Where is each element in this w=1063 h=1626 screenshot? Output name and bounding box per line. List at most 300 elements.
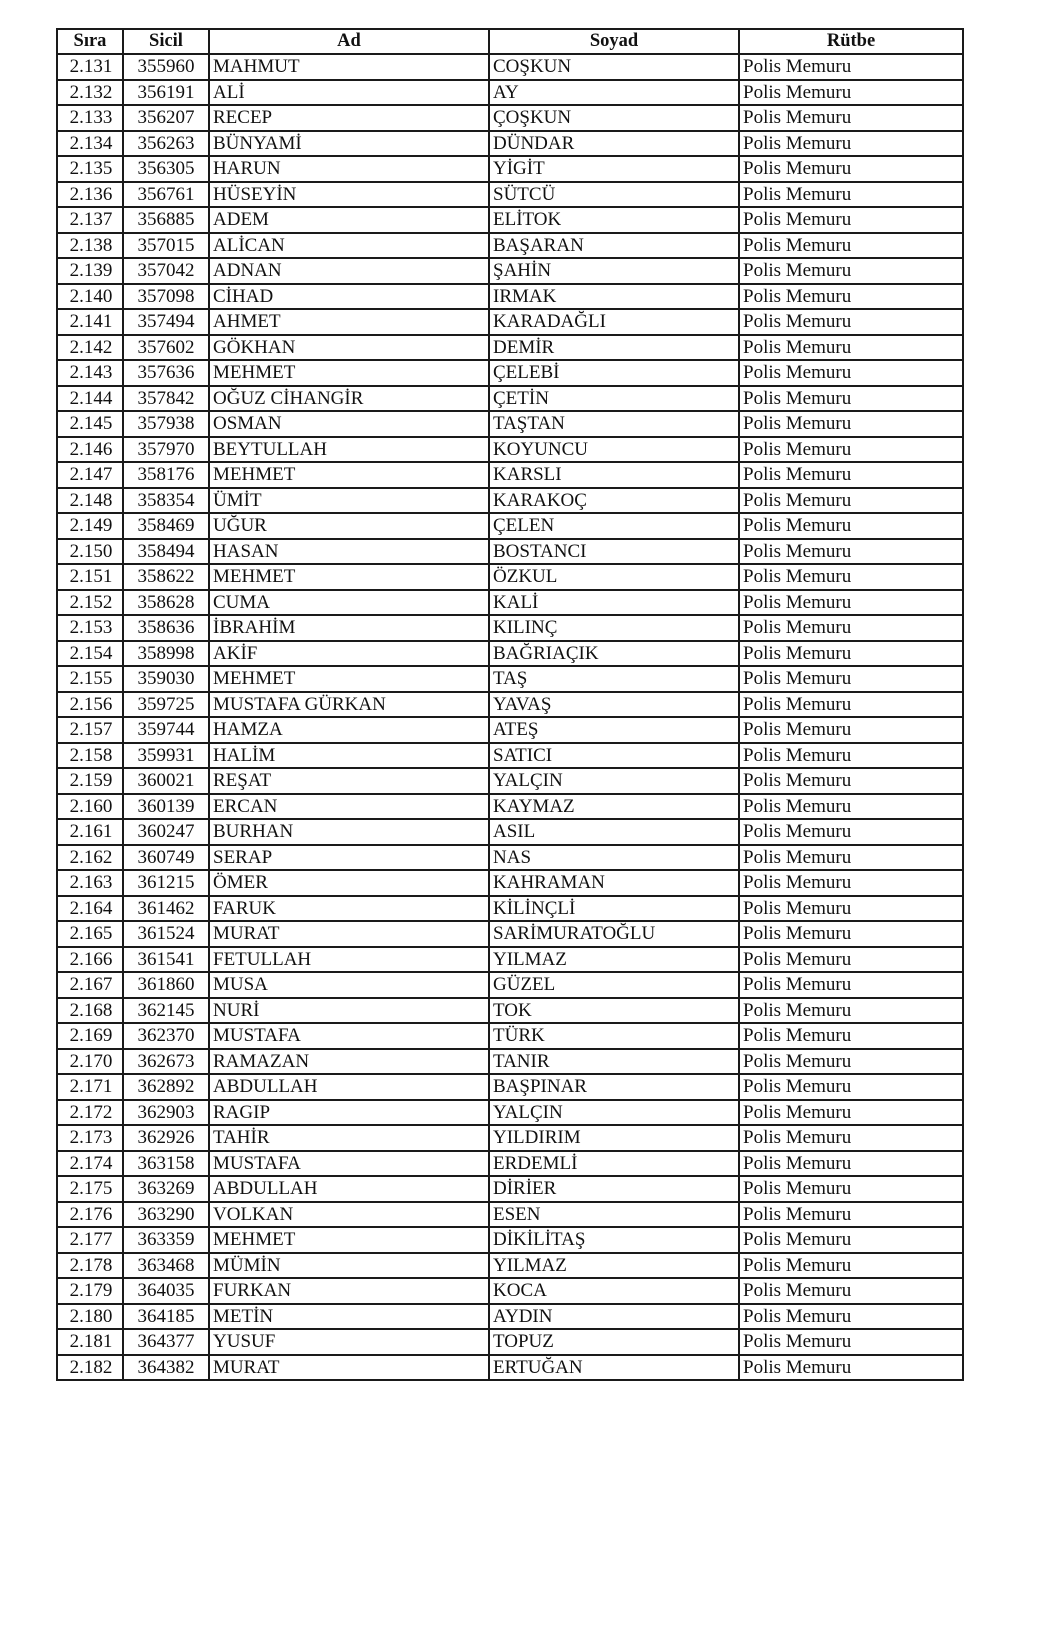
cell-sicil: 355960: [123, 54, 209, 80]
cell-sicil: 359931: [123, 743, 209, 769]
table-row: [57, 1100, 963, 1126]
table-row: [57, 1151, 963, 1177]
cell-sicil: 364035: [123, 1278, 209, 1304]
cell-soyad: TAŞ: [489, 666, 739, 692]
cell-sira: 2.131: [57, 54, 123, 80]
table-row: [57, 870, 963, 896]
cell-sicil: 363269: [123, 1176, 209, 1202]
cell-sicil: 360021: [123, 768, 209, 794]
cell-soyad: TOK: [489, 998, 739, 1024]
table-row: [57, 1253, 963, 1279]
cell-soyad: ÖZKUL: [489, 564, 739, 590]
personnel-table: [56, 28, 964, 1381]
cell-sicil: 364185: [123, 1304, 209, 1330]
cell-rutbe: Polis Memuru: [739, 386, 963, 412]
cell-ad: FURKAN: [209, 1278, 489, 1304]
cell-sira: 2.161: [57, 819, 123, 845]
cell-sira: 2.178: [57, 1253, 123, 1279]
cell-soyad: KOCA: [489, 1278, 739, 1304]
table-row: [57, 921, 963, 947]
cell-ad: BURHAN: [209, 819, 489, 845]
cell-sicil: 359725: [123, 692, 209, 718]
table-row: [57, 1176, 963, 1202]
cell-sira: 2.146: [57, 437, 123, 463]
cell-ad: ÜMİT: [209, 488, 489, 514]
cell-ad: UĞUR: [209, 513, 489, 539]
cell-sira: 2.145: [57, 411, 123, 437]
cell-sicil: 359030: [123, 666, 209, 692]
cell-ad: MEHMET: [209, 1227, 489, 1253]
cell-soyad: ÇETİN: [489, 386, 739, 412]
cell-sira: 2.139: [57, 258, 123, 284]
cell-sira: 2.137: [57, 207, 123, 233]
header-sicil: Sicil: [123, 29, 209, 54]
cell-sira: 2.170: [57, 1049, 123, 1075]
cell-ad: MEHMET: [209, 462, 489, 488]
cell-sira: 2.153: [57, 615, 123, 641]
cell-sira: 2.160: [57, 794, 123, 820]
cell-sicil: 356305: [123, 156, 209, 182]
cell-soyad: KALİ: [489, 590, 739, 616]
cell-rutbe: Polis Memuru: [739, 105, 963, 131]
table-row: [57, 998, 963, 1024]
cell-rutbe: Polis Memuru: [739, 870, 963, 896]
cell-sicil: 356207: [123, 105, 209, 131]
cell-rutbe: Polis Memuru: [739, 564, 963, 590]
document-page: [56, 28, 962, 1381]
cell-soyad: ERDEMLİ: [489, 1151, 739, 1177]
cell-soyad: ÇOŞKUN: [489, 105, 739, 131]
cell-soyad: SARİMURATOĞLU: [489, 921, 739, 947]
cell-ad: REŞAT: [209, 768, 489, 794]
cell-sira: 2.158: [57, 743, 123, 769]
table-row: [57, 1278, 963, 1304]
cell-sicil: 357602: [123, 335, 209, 361]
cell-soyad: DİKİLİTAŞ: [489, 1227, 739, 1253]
cell-sicil: 357042: [123, 258, 209, 284]
cell-sira: 2.171: [57, 1074, 123, 1100]
table-row: [57, 360, 963, 386]
table-row: [57, 1023, 963, 1049]
cell-rutbe: Polis Memuru: [739, 54, 963, 80]
cell-sira: 2.180: [57, 1304, 123, 1330]
cell-soyad: DÜNDAR: [489, 131, 739, 157]
cell-sira: 2.149: [57, 513, 123, 539]
cell-ad: AKİF: [209, 641, 489, 667]
cell-soyad: ÇELEN: [489, 513, 739, 539]
cell-ad: BEYTULLAH: [209, 437, 489, 463]
cell-ad: MUSA: [209, 972, 489, 998]
cell-soyad: TOPUZ: [489, 1329, 739, 1355]
table-row: [57, 564, 963, 590]
table-row: [57, 819, 963, 845]
cell-ad: ADEM: [209, 207, 489, 233]
cell-soyad: ÇELEBİ: [489, 360, 739, 386]
cell-sira: 2.173: [57, 1125, 123, 1151]
cell-sicil: 361541: [123, 947, 209, 973]
cell-rutbe: Polis Memuru: [739, 539, 963, 565]
cell-ad: CİHAD: [209, 284, 489, 310]
table-row: [57, 513, 963, 539]
cell-rutbe: Polis Memuru: [739, 513, 963, 539]
table-row: [57, 488, 963, 514]
cell-ad: MEHMET: [209, 564, 489, 590]
cell-sicil: 357842: [123, 386, 209, 412]
table-row: [57, 1355, 963, 1381]
cell-rutbe: Polis Memuru: [739, 131, 963, 157]
cell-sicil: 362903: [123, 1100, 209, 1126]
table-row: [57, 54, 963, 80]
cell-rutbe: Polis Memuru: [739, 488, 963, 514]
cell-sira: 2.150: [57, 539, 123, 565]
cell-rutbe: Polis Memuru: [739, 335, 963, 361]
cell-rutbe: Polis Memuru: [739, 156, 963, 182]
cell-soyad: ERTUĞAN: [489, 1355, 739, 1381]
cell-soyad: YALÇIN: [489, 768, 739, 794]
cell-sira: 2.172: [57, 1100, 123, 1126]
cell-soyad: KILINÇ: [489, 615, 739, 641]
cell-ad: AHMET: [209, 309, 489, 335]
cell-rutbe: Polis Memuru: [739, 641, 963, 667]
table-row: [57, 743, 963, 769]
cell-ad: RECEP: [209, 105, 489, 131]
cell-ad: HAMZA: [209, 717, 489, 743]
cell-ad: HÜSEYİN: [209, 182, 489, 208]
cell-rutbe: Polis Memuru: [739, 1202, 963, 1228]
table-row: [57, 692, 963, 718]
cell-ad: NURİ: [209, 998, 489, 1024]
cell-rutbe: Polis Memuru: [739, 921, 963, 947]
cell-sicil: 358636: [123, 615, 209, 641]
cell-sira: 2.169: [57, 1023, 123, 1049]
table-row: [57, 386, 963, 412]
cell-rutbe: Polis Memuru: [739, 845, 963, 871]
cell-rutbe: Polis Memuru: [739, 819, 963, 845]
cell-ad: YUSUF: [209, 1329, 489, 1355]
cell-sicil: 357098: [123, 284, 209, 310]
header-soyad: Soyad: [489, 29, 739, 54]
cell-rutbe: Polis Memuru: [739, 692, 963, 718]
table-row: [57, 233, 963, 259]
cell-soyad: ESEN: [489, 1202, 739, 1228]
cell-rutbe: Polis Memuru: [739, 896, 963, 922]
cell-sicil: 356761: [123, 182, 209, 208]
cell-soyad: KİLİNÇLİ: [489, 896, 739, 922]
cell-ad: MUSTAFA: [209, 1023, 489, 1049]
cell-soyad: BAŞARAN: [489, 233, 739, 259]
cell-rutbe: Polis Memuru: [739, 1125, 963, 1151]
cell-sira: 2.164: [57, 896, 123, 922]
cell-sicil: 358628: [123, 590, 209, 616]
cell-sicil: 358176: [123, 462, 209, 488]
cell-sicil: 360749: [123, 845, 209, 871]
cell-sicil: 358622: [123, 564, 209, 590]
table-row: [57, 641, 963, 667]
header-ad: Ad: [209, 29, 489, 54]
cell-rutbe: Polis Memuru: [739, 1151, 963, 1177]
cell-ad: MEHMET: [209, 666, 489, 692]
cell-sira: 2.147: [57, 462, 123, 488]
cell-sira: 2.159: [57, 768, 123, 794]
table-row: [57, 1304, 963, 1330]
cell-soyad: NAS: [489, 845, 739, 871]
cell-sicil: 364382: [123, 1355, 209, 1381]
cell-ad: ABDULLAH: [209, 1176, 489, 1202]
cell-ad: ALİ: [209, 80, 489, 106]
cell-sira: 2.166: [57, 947, 123, 973]
cell-soyad: KARAKOÇ: [489, 488, 739, 514]
cell-sicil: 356191: [123, 80, 209, 106]
cell-sicil: 357970: [123, 437, 209, 463]
cell-sicil: 361462: [123, 896, 209, 922]
cell-soyad: ATEŞ: [489, 717, 739, 743]
cell-sicil: 362892: [123, 1074, 209, 1100]
table-row: [57, 1125, 963, 1151]
cell-ad: OĞUZ CİHANGİR: [209, 386, 489, 412]
cell-sira: 2.140: [57, 284, 123, 310]
cell-soyad: AYDIN: [489, 1304, 739, 1330]
cell-sicil: 358494: [123, 539, 209, 565]
cell-rutbe: Polis Memuru: [739, 233, 963, 259]
cell-ad: MEHMET: [209, 360, 489, 386]
table-row: [57, 794, 963, 820]
cell-sira: 2.141: [57, 309, 123, 335]
cell-sira: 2.162: [57, 845, 123, 871]
cell-soyad: ELİTOK: [489, 207, 739, 233]
cell-sicil: 362145: [123, 998, 209, 1024]
cell-soyad: YILMAZ: [489, 947, 739, 973]
cell-ad: MURAT: [209, 921, 489, 947]
table-row: [57, 1329, 963, 1355]
cell-sira: 2.135: [57, 156, 123, 182]
table-row: [57, 437, 963, 463]
cell-sira: 2.134: [57, 131, 123, 157]
cell-ad: CUMA: [209, 590, 489, 616]
cell-sicil: 358354: [123, 488, 209, 514]
cell-ad: HALİM: [209, 743, 489, 769]
cell-soyad: ŞAHİN: [489, 258, 739, 284]
cell-ad: ABDULLAH: [209, 1074, 489, 1100]
cell-sicil: 362673: [123, 1049, 209, 1075]
cell-ad: SERAP: [209, 845, 489, 871]
cell-ad: HASAN: [209, 539, 489, 565]
table-row: [57, 131, 963, 157]
cell-rutbe: Polis Memuru: [739, 972, 963, 998]
cell-sira: 2.157: [57, 717, 123, 743]
cell-sira: 2.144: [57, 386, 123, 412]
cell-sicil: 356885: [123, 207, 209, 233]
cell-rutbe: Polis Memuru: [739, 743, 963, 769]
cell-rutbe: Polis Memuru: [739, 258, 963, 284]
cell-rutbe: Polis Memuru: [739, 80, 963, 106]
cell-soyad: TANIR: [489, 1049, 739, 1075]
cell-rutbe: Polis Memuru: [739, 998, 963, 1024]
cell-sira: 2.179: [57, 1278, 123, 1304]
cell-sira: 2.174: [57, 1151, 123, 1177]
table-row: [57, 896, 963, 922]
cell-sira: 2.143: [57, 360, 123, 386]
cell-soyad: YİGİT: [489, 156, 739, 182]
cell-rutbe: Polis Memuru: [739, 1227, 963, 1253]
cell-sira: 2.133: [57, 105, 123, 131]
cell-sicil: 364377: [123, 1329, 209, 1355]
cell-sira: 2.152: [57, 590, 123, 616]
cell-ad: ERCAN: [209, 794, 489, 820]
cell-rutbe: Polis Memuru: [739, 1023, 963, 1049]
table-row: [57, 1202, 963, 1228]
table-row: [57, 335, 963, 361]
table-row: [57, 207, 963, 233]
cell-rutbe: Polis Memuru: [739, 462, 963, 488]
table-row: [57, 80, 963, 106]
table-body: [57, 54, 963, 1380]
table-row: [57, 539, 963, 565]
cell-sicil: 357494: [123, 309, 209, 335]
cell-ad: ÖMER: [209, 870, 489, 896]
table-row: [57, 105, 963, 131]
cell-rutbe: Polis Memuru: [739, 437, 963, 463]
cell-ad: ADNAN: [209, 258, 489, 284]
table-row: [57, 972, 963, 998]
cell-sicil: 356263: [123, 131, 209, 157]
table-row: [57, 284, 963, 310]
cell-rutbe: Polis Memuru: [739, 207, 963, 233]
cell-ad: OSMAN: [209, 411, 489, 437]
cell-soyad: SÜTCÜ: [489, 182, 739, 208]
cell-sicil: 362370: [123, 1023, 209, 1049]
cell-ad: BÜNYAMİ: [209, 131, 489, 157]
cell-ad: FARUK: [209, 896, 489, 922]
cell-sira: 2.168: [57, 998, 123, 1024]
cell-sicil: 363359: [123, 1227, 209, 1253]
cell-soyad: TAŞTAN: [489, 411, 739, 437]
cell-rutbe: Polis Memuru: [739, 309, 963, 335]
cell-soyad: GÜZEL: [489, 972, 739, 998]
cell-rutbe: Polis Memuru: [739, 1176, 963, 1202]
cell-ad: HARUN: [209, 156, 489, 182]
cell-soyad: COŞKUN: [489, 54, 739, 80]
cell-sicil: 357938: [123, 411, 209, 437]
table-row: [57, 258, 963, 284]
cell-sicil: 358469: [123, 513, 209, 539]
table-row: [57, 462, 963, 488]
table-row: [57, 1049, 963, 1075]
cell-sicil: 360247: [123, 819, 209, 845]
cell-sira: 2.176: [57, 1202, 123, 1228]
cell-rutbe: Polis Memuru: [739, 768, 963, 794]
cell-sicil: 362926: [123, 1125, 209, 1151]
cell-ad: MURAT: [209, 1355, 489, 1381]
cell-sicil: 359744: [123, 717, 209, 743]
cell-ad: MUSTAFA: [209, 1151, 489, 1177]
cell-soyad: KAHRAMAN: [489, 870, 739, 896]
cell-ad: MAHMUT: [209, 54, 489, 80]
table-row: [57, 309, 963, 335]
table-row: [57, 615, 963, 641]
cell-sira: 2.181: [57, 1329, 123, 1355]
cell-soyad: SATICI: [489, 743, 739, 769]
cell-soyad: KOYUNCU: [489, 437, 739, 463]
cell-rutbe: Polis Memuru: [739, 1278, 963, 1304]
cell-rutbe: Polis Memuru: [739, 1304, 963, 1330]
table-row: [57, 156, 963, 182]
cell-soyad: YALÇIN: [489, 1100, 739, 1126]
cell-rutbe: Polis Memuru: [739, 794, 963, 820]
cell-rutbe: Polis Memuru: [739, 1329, 963, 1355]
cell-rutbe: Polis Memuru: [739, 590, 963, 616]
cell-sira: 2.151: [57, 564, 123, 590]
cell-sicil: 361215: [123, 870, 209, 896]
cell-sira: 2.136: [57, 182, 123, 208]
cell-soyad: ASIL: [489, 819, 739, 845]
cell-ad: TAHİR: [209, 1125, 489, 1151]
header-sira: Sıra: [57, 29, 123, 54]
cell-rutbe: Polis Memuru: [739, 615, 963, 641]
cell-rutbe: Polis Memuru: [739, 411, 963, 437]
cell-soyad: KAYMAZ: [489, 794, 739, 820]
table-row: [57, 1074, 963, 1100]
cell-sicil: 361524: [123, 921, 209, 947]
cell-soyad: YILMAZ: [489, 1253, 739, 1279]
cell-ad: RAGIP: [209, 1100, 489, 1126]
table-row: [57, 845, 963, 871]
cell-sira: 2.167: [57, 972, 123, 998]
cell-sira: 2.182: [57, 1355, 123, 1381]
cell-ad: İBRAHİM: [209, 615, 489, 641]
cell-ad: GÖKHAN: [209, 335, 489, 361]
cell-sicil: 357015: [123, 233, 209, 259]
table-row: [57, 666, 963, 692]
cell-ad: MÜMİN: [209, 1253, 489, 1279]
cell-ad: VOLKAN: [209, 1202, 489, 1228]
cell-sicil: 357636: [123, 360, 209, 386]
cell-soyad: DEMİR: [489, 335, 739, 361]
cell-soyad: AY: [489, 80, 739, 106]
cell-sicil: 360139: [123, 794, 209, 820]
header-row: [57, 29, 963, 54]
cell-ad: MUSTAFA GÜRKAN: [209, 692, 489, 718]
table-row: [57, 411, 963, 437]
cell-soyad: BAĞRIAÇIK: [489, 641, 739, 667]
cell-rutbe: Polis Memuru: [739, 717, 963, 743]
cell-sira: 2.132: [57, 80, 123, 106]
cell-soyad: TÜRK: [489, 1023, 739, 1049]
cell-soyad: KARADAĞLI: [489, 309, 739, 335]
cell-rutbe: Polis Memuru: [739, 284, 963, 310]
header-rutbe: Rütbe: [739, 29, 963, 54]
cell-soyad: KARSLI: [489, 462, 739, 488]
cell-rutbe: Polis Memuru: [739, 1074, 963, 1100]
cell-ad: ALİCAN: [209, 233, 489, 259]
cell-sira: 2.154: [57, 641, 123, 667]
cell-ad: FETULLAH: [209, 947, 489, 973]
cell-rutbe: Polis Memuru: [739, 1100, 963, 1126]
cell-sira: 2.155: [57, 666, 123, 692]
cell-sicil: 361860: [123, 972, 209, 998]
cell-soyad: DİRİER: [489, 1176, 739, 1202]
cell-sira: 2.177: [57, 1227, 123, 1253]
cell-soyad: IRMAK: [489, 284, 739, 310]
cell-sira: 2.175: [57, 1176, 123, 1202]
cell-rutbe: Polis Memuru: [739, 182, 963, 208]
cell-sicil: 363290: [123, 1202, 209, 1228]
cell-soyad: YILDIRIM: [489, 1125, 739, 1151]
table-row: [57, 1227, 963, 1253]
table-row: [57, 590, 963, 616]
cell-sicil: 358998: [123, 641, 209, 667]
cell-soyad: YAVAŞ: [489, 692, 739, 718]
table-row: [57, 947, 963, 973]
